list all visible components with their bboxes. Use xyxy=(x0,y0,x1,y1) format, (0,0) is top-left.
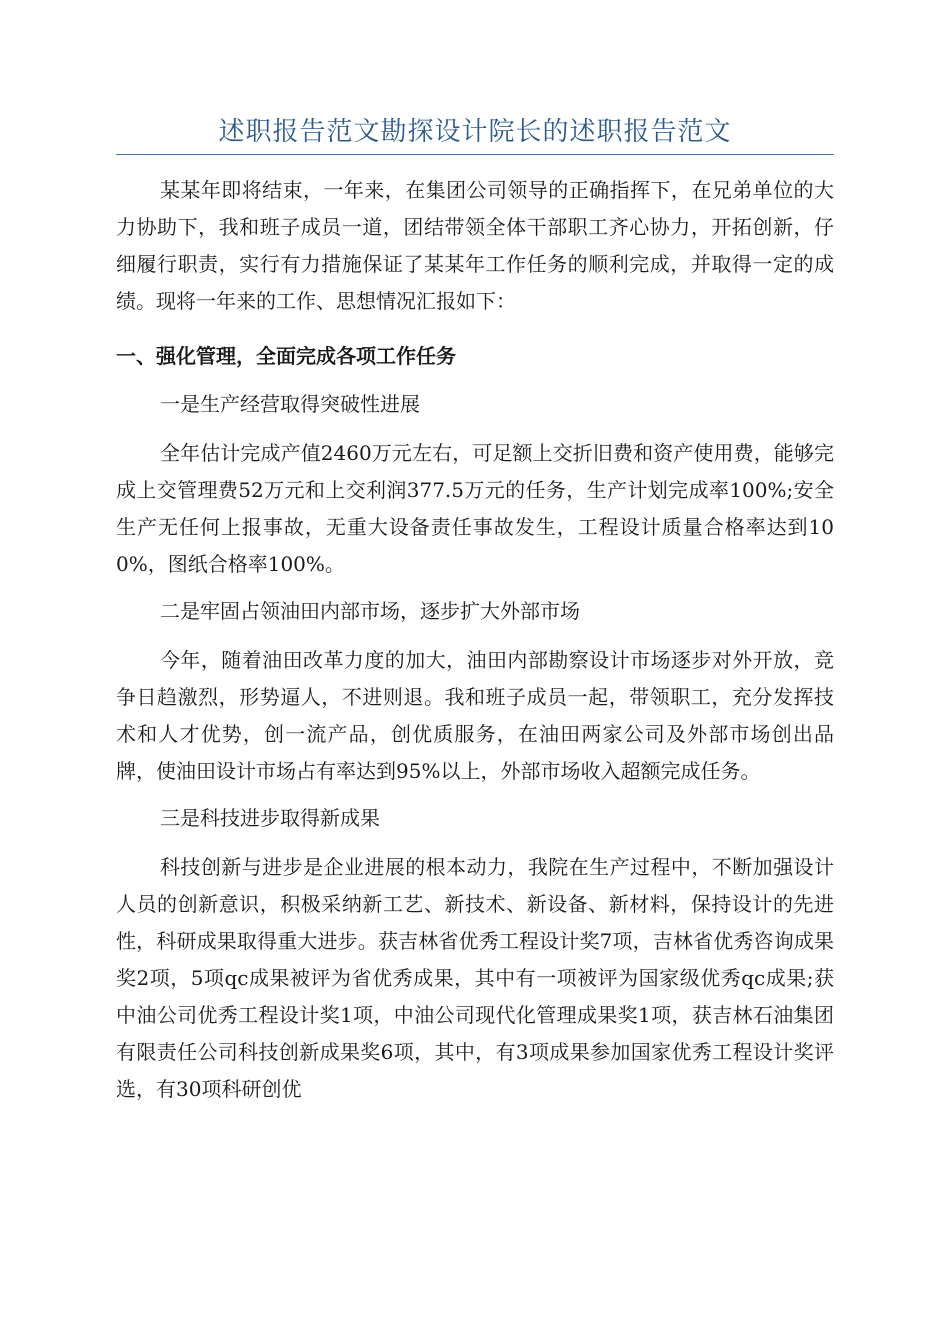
paragraph-market: 今年，随着油田改革力度的加大，油田内部勘察设计市场逐步对外开放，竞争日趋激烈，形势逼人，不进则退。我和班子成员一起，带领职工，充分发挥技术和人才优势，创一流产品，创优质服务，在油田两家公司及外部市场创出品牌，使油田设计市场占有率达到95%以上，外部市场收入超额完成任务。 xyxy=(116,648,834,783)
title-underline xyxy=(116,154,834,155)
section-heading-1: 一、强化管理，全面完成各项工作任务 xyxy=(116,344,456,368)
paragraph-production: 全年估计完成产值2460万元左右，可足额上交折旧费和资产使用费，能够完成上交管理费52万元和上交利润377.5万元的任务，生产计划完成率100%;安全生产无任何上报事故，无重大设备责任事故发生，工程设计质量合格率达到100%，图纸合格率100%。 xyxy=(116,441,834,576)
subheading-production: 一是生产经营取得突破性进展 xyxy=(160,392,420,416)
document-body xyxy=(116,172,834,1108)
subheading-market: 二是牢固占领油田内部市场，逐步扩大外部市场 xyxy=(160,599,580,623)
paragraph-technology: 科技创新与进步是企业进展的根本动力，我院在生产过程中，不断加强设计人员的创新意识，积极采纳新工艺、新技术、新设备、新材料，保持设计的先进性，科研成果取得重大进步。获吉林省优秀工程设计奖7项，吉林省优秀咨询成果奖2项，5项qc成果被评为省优秀成果，其中有一项被评为国家级优秀qc成果;获中油公司优秀工程设计奖1项，中油公司现代化管理成果奖1项，获吉林石油集团有限责任公司科技创新成果奖6项，其中，有3项成果参加国家优秀工程设计奖评选，有30项科研创优 xyxy=(116,855,834,1101)
subheading-technology: 三是科技进步取得新成果 xyxy=(160,806,380,830)
intro-paragraph: 某某年即将结束，一年来，在集团公司领导的正确指挥下，在兄弟单位的大力协助下，我和班子成员一道，团结带领全体干部职工齐心协力，开拓创新，仔细履行职责，实行有力措施保证了某某年工作任务的顺利完成，并取得一定的成绩。现将一年来的工作、思想情况汇报如下： xyxy=(116,178,834,313)
document-title: 述职报告范文勘探设计院长的述职报告范文 xyxy=(218,117,732,147)
